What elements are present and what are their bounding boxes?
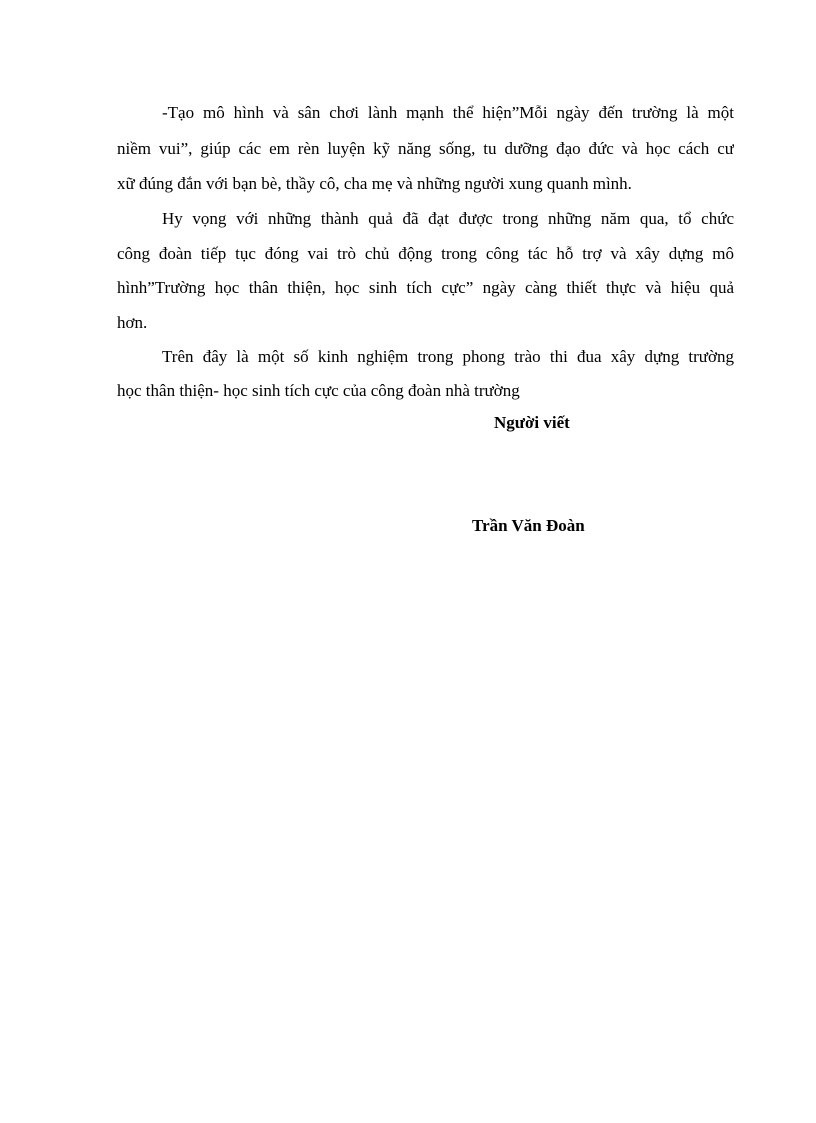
paragraph-1-line-1: -Tạo mô hình và sân chơi lành mạnh thể hiện”Mỗi ngày đến trường là một (162, 103, 734, 122)
paragraph-1-line-3: xữ đúng đắn với bạn bè, thầy cô, cha mẹ và những người xung quanh mình. (117, 174, 632, 193)
paragraph-2-line-2: công đoàn tiếp tục đóng vai trò chủ động trong công tác hỗ trợ và xây dựng mô (117, 244, 734, 263)
paragraph-3-line-2: học thân thiện- học sinh tích cực của công đoàn nhà trường (117, 381, 520, 400)
paragraph-2-line-1: Hy vọng với những thành quả đã đạt được trong những năm qua, tổ chức (162, 209, 734, 228)
paragraph-3-line-1: Trên đây là một số kinh nghiệm trong phong trào thi đua xây dựng trường (162, 347, 734, 366)
paragraph-2-line-4: hơn. (117, 313, 148, 332)
paragraph-1-line-2: niềm vui”, giúp các em rèn luyện kỹ năng sống, tu dưỡng đạo đức và học cách cư (117, 139, 734, 158)
paragraph-2-line-3: hình”Trường học thân thiện, học sinh tích cực” ngày càng thiết thực và hiệu quả (117, 278, 734, 297)
signature-name: Trần Văn Đoàn (472, 516, 585, 535)
signature-role: Người viết (494, 413, 570, 432)
